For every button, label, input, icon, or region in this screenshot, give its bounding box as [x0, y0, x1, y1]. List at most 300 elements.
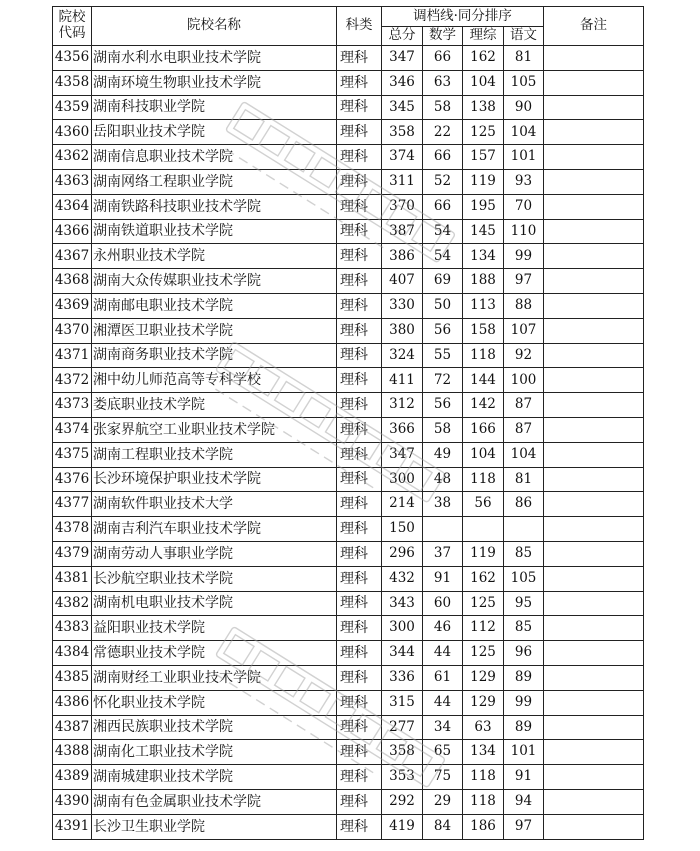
table-row: [53, 269, 644, 294]
cell-math-score: 58: [423, 95, 463, 120]
cell-total-score: 345: [382, 95, 423, 120]
cell-school-code: 4381: [53, 566, 92, 591]
cell-school-name: 长沙环境保护职业技术学院: [92, 467, 337, 492]
cell-chinese-score: 90: [504, 95, 544, 120]
cell-chinese-score: 87: [504, 417, 544, 442]
cell-subject-type: 理科: [337, 169, 382, 194]
cell-chinese-score: 70: [504, 194, 544, 219]
cell-science-score: 129: [463, 665, 504, 690]
cell-science-score: 118: [463, 765, 504, 790]
cell-school-name: 益阳职业技术学院: [92, 616, 337, 641]
cell-math-score: 34: [423, 715, 463, 740]
cell-math-score: [423, 517, 463, 542]
cell-total-score: 386: [382, 244, 423, 269]
cell-chinese-score: 99: [504, 244, 544, 269]
cell-subject-type: 理科: [337, 616, 382, 641]
cell-chinese-score: 86: [504, 492, 544, 517]
cell-science-score: 144: [463, 368, 504, 393]
cell-school-code: 4384: [53, 641, 92, 666]
table-row: [53, 616, 644, 641]
cell-school-name: 湘潭医卫职业技术学院: [92, 318, 337, 343]
cell-chinese-score: 105: [504, 70, 544, 95]
cell-school-code: 4386: [53, 690, 92, 715]
cell-total-score: 300: [382, 467, 423, 492]
cell-total-score: 312: [382, 393, 423, 418]
cell-math-score: 37: [423, 541, 463, 566]
cell-total-score: 347: [382, 442, 423, 467]
cell-school-name: 湖南有色金属职业技术学院: [92, 789, 337, 814]
cell-remarks: [544, 814, 644, 839]
cell-total-score: 336: [382, 665, 423, 690]
cell-total-score: 370: [382, 194, 423, 219]
header-science-score: 理综: [463, 26, 504, 46]
cell-subject-type: 理科: [337, 194, 382, 219]
cell-school-name: 长沙卫生职业学院: [92, 814, 337, 839]
cell-math-score: 54: [423, 219, 463, 244]
table-row: [53, 120, 644, 145]
cell-chinese-score: 89: [504, 715, 544, 740]
cell-remarks: [544, 765, 644, 790]
cell-chinese-score: 110: [504, 219, 544, 244]
table-row: [53, 665, 644, 690]
cell-math-score: 66: [423, 46, 463, 71]
cell-remarks: [544, 417, 644, 442]
cell-school-name: 永州职业技术学院: [92, 244, 337, 269]
cell-subject-type: 理科: [337, 417, 382, 442]
cell-school-name: 湖南铁路科技职业技术学院: [92, 194, 337, 219]
cell-remarks: [544, 715, 644, 740]
cell-remarks: [544, 343, 644, 368]
cell-science-score: 104: [463, 70, 504, 95]
cell-math-score: 50: [423, 293, 463, 318]
cell-science-score: 162: [463, 566, 504, 591]
cell-math-score: 65: [423, 740, 463, 765]
cell-subject-type: 理科: [337, 442, 382, 467]
cell-school-code: 4374: [53, 417, 92, 442]
header-total-score: 总分: [382, 26, 423, 46]
cell-total-score: 347: [382, 46, 423, 71]
cell-math-score: 66: [423, 145, 463, 170]
cell-school-code: 4356: [53, 46, 92, 71]
cell-math-score: 22: [423, 120, 463, 145]
cell-science-score: 104: [463, 442, 504, 467]
cell-total-score: 346: [382, 70, 423, 95]
table-row: [53, 566, 644, 591]
cell-math-score: 91: [423, 566, 463, 591]
cell-school-code: 4391: [53, 814, 92, 839]
cell-remarks: [544, 318, 644, 343]
table-body: [53, 46, 644, 840]
header-remarks: 备注: [544, 7, 644, 46]
table-row: [53, 70, 644, 95]
cell-science-score: 118: [463, 343, 504, 368]
cell-math-score: 46: [423, 616, 463, 641]
cell-subject-type: 理科: [337, 393, 382, 418]
cell-school-name: 湖南商务职业技术学院: [92, 343, 337, 368]
cell-math-score: 48: [423, 467, 463, 492]
cell-school-code: 4383: [53, 616, 92, 641]
cell-math-score: 58: [423, 417, 463, 442]
cell-math-score: 72: [423, 368, 463, 393]
cell-math-score: 75: [423, 765, 463, 790]
cell-total-score: 374: [382, 145, 423, 170]
cell-total-score: 292: [382, 789, 423, 814]
cell-total-score: 419: [382, 814, 423, 839]
cell-subject-type: 理科: [337, 641, 382, 666]
cell-math-score: 56: [423, 393, 463, 418]
cell-subject-type: 理科: [337, 46, 382, 71]
cell-school-code: 4360: [53, 120, 92, 145]
cell-science-score: 113: [463, 293, 504, 318]
cell-subject-type: 理科: [337, 814, 382, 839]
cell-school-code: 4388: [53, 740, 92, 765]
table-row: [53, 95, 644, 120]
cell-chinese-score: 91: [504, 765, 544, 790]
cell-total-score: 411: [382, 368, 423, 393]
cell-school-code: 4375: [53, 442, 92, 467]
cell-science-score: 112: [463, 616, 504, 641]
admission-table-sheet: [52, 6, 644, 840]
cell-subject-type: 理科: [337, 517, 382, 542]
cell-total-score: 277: [382, 715, 423, 740]
cell-total-score: 358: [382, 740, 423, 765]
table-row: [53, 740, 644, 765]
cell-math-score: 56: [423, 318, 463, 343]
cell-science-score: 142: [463, 393, 504, 418]
cell-chinese-score: 101: [504, 740, 544, 765]
cell-school-code: 4390: [53, 789, 92, 814]
cell-school-name: 娄底职业技术学院: [92, 393, 337, 418]
table-row: [53, 318, 644, 343]
cell-school-name: 湘中幼儿师范高等专科学校: [92, 368, 337, 393]
cell-remarks: [544, 541, 644, 566]
cell-remarks: [544, 616, 644, 641]
cell-math-score: 66: [423, 194, 463, 219]
cell-chinese-score: 85: [504, 616, 544, 641]
cell-math-score: 55: [423, 343, 463, 368]
table-row: [53, 343, 644, 368]
cell-total-score: 380: [382, 318, 423, 343]
header-math-score: 数学: [423, 26, 463, 46]
cell-school-code: 4362: [53, 145, 92, 170]
table-row: [53, 690, 644, 715]
cell-remarks: [544, 789, 644, 814]
cell-total-score: 432: [382, 566, 423, 591]
table-row: [53, 145, 644, 170]
cell-total-score: 296: [382, 541, 423, 566]
cell-math-score: 44: [423, 641, 463, 666]
cell-subject-type: 理科: [337, 467, 382, 492]
cell-school-name: 湖南吉利汽车职业技术学院: [92, 517, 337, 542]
cell-remarks: [544, 145, 644, 170]
cell-chinese-score: [504, 517, 544, 542]
cell-school-name: 湖南网络工程职业学院: [92, 169, 337, 194]
table-row: [53, 293, 644, 318]
table-row: [53, 591, 644, 616]
cell-subject-type: 理科: [337, 591, 382, 616]
cell-remarks: [544, 368, 644, 393]
cell-school-code: 4359: [53, 95, 92, 120]
cell-remarks: [544, 169, 644, 194]
cell-chinese-score: 81: [504, 467, 544, 492]
cell-remarks: [544, 467, 644, 492]
table-row: [53, 814, 644, 839]
cell-science-score: 166: [463, 417, 504, 442]
table-row: [53, 368, 644, 393]
cell-school-code: 4377: [53, 492, 92, 517]
cell-school-name: 湖南财经工业职业技术学院: [92, 665, 337, 690]
cell-remarks: [544, 293, 644, 318]
cell-school-code: 4367: [53, 244, 92, 269]
cell-subject-type: 理科: [337, 665, 382, 690]
cell-science-score: 138: [463, 95, 504, 120]
cell-science-score: 125: [463, 120, 504, 145]
cell-chinese-score: 100: [504, 368, 544, 393]
table-row: [53, 467, 644, 492]
cell-school-name: 湖南机电职业技术学院: [92, 591, 337, 616]
table-row: [53, 641, 644, 666]
cell-school-code: 4382: [53, 591, 92, 616]
cell-school-code: 4370: [53, 318, 92, 343]
cell-science-score: [463, 517, 504, 542]
cell-science-score: 119: [463, 169, 504, 194]
cell-science-score: 119: [463, 541, 504, 566]
cell-chinese-score: 87: [504, 393, 544, 418]
cell-school-name: 湖南劳动人事职业学院: [92, 541, 337, 566]
cell-remarks: [544, 665, 644, 690]
table-row: [53, 169, 644, 194]
cell-school-name: 长沙航空职业技术学院: [92, 566, 337, 591]
cell-remarks: [544, 269, 644, 294]
cell-science-score: 145: [463, 219, 504, 244]
cell-total-score: 366: [382, 417, 423, 442]
cell-remarks: [544, 591, 644, 616]
cell-science-score: 195: [463, 194, 504, 219]
cell-science-score: 118: [463, 789, 504, 814]
cell-subject-type: 理科: [337, 715, 382, 740]
cell-remarks: [544, 740, 644, 765]
cell-remarks: [544, 46, 644, 71]
cell-total-score: 387: [382, 219, 423, 244]
table-row: [53, 46, 644, 71]
cell-school-name: 湖南大众传媒职业技术学院: [92, 269, 337, 294]
table-row: [53, 417, 644, 442]
cell-remarks: [544, 690, 644, 715]
cell-subject-type: 理科: [337, 219, 382, 244]
table-row: [53, 194, 644, 219]
cell-science-score: 125: [463, 591, 504, 616]
cell-math-score: 63: [423, 70, 463, 95]
cell-science-score: 118: [463, 467, 504, 492]
cell-remarks: [544, 120, 644, 145]
cell-remarks: [544, 517, 644, 542]
cell-chinese-score: 81: [504, 46, 544, 71]
cell-math-score: 61: [423, 665, 463, 690]
cell-total-score: 353: [382, 765, 423, 790]
cell-total-score: 344: [382, 641, 423, 666]
cell-science-score: 186: [463, 814, 504, 839]
cell-science-score: 134: [463, 740, 504, 765]
cell-subject-type: 理科: [337, 690, 382, 715]
cell-chinese-score: 93: [504, 169, 544, 194]
cell-school-name: 湖南铁道职业技术学院: [92, 219, 337, 244]
cell-school-code: 4376: [53, 467, 92, 492]
cell-chinese-score: 97: [504, 269, 544, 294]
cell-subject-type: 理科: [337, 368, 382, 393]
cell-school-name: 怀化职业技术学院: [92, 690, 337, 715]
cell-math-score: 84: [423, 814, 463, 839]
cell-remarks: [544, 442, 644, 467]
cell-school-code: 4369: [53, 293, 92, 318]
table-row: [53, 517, 644, 542]
cell-chinese-score: 95: [504, 591, 544, 616]
cell-chinese-score: 96: [504, 641, 544, 666]
cell-chinese-score: 88: [504, 293, 544, 318]
cell-total-score: 315: [382, 690, 423, 715]
cell-school-code: 4378: [53, 517, 92, 542]
cell-school-code: 4372: [53, 368, 92, 393]
cell-subject-type: 理科: [337, 145, 382, 170]
cell-school-name: 湘西民族职业技术学院: [92, 715, 337, 740]
cell-total-score: 358: [382, 120, 423, 145]
cell-subject-type: 理科: [337, 293, 382, 318]
cell-math-score: 44: [423, 690, 463, 715]
header-score-group: 调档线·同分排序: [382, 7, 544, 27]
cell-chinese-score: 104: [504, 442, 544, 467]
cell-school-name: 湖南环境生物职业技术学院: [92, 70, 337, 95]
table-row: [53, 765, 644, 790]
cell-remarks: [544, 95, 644, 120]
cell-subject-type: 理科: [337, 789, 382, 814]
cell-science-score: 125: [463, 641, 504, 666]
cell-science-score: 56: [463, 492, 504, 517]
cell-school-code: 4358: [53, 70, 92, 95]
cell-subject-type: 理科: [337, 343, 382, 368]
cell-school-code: 4387: [53, 715, 92, 740]
cell-total-score: 343: [382, 591, 423, 616]
cell-subject-type: 理科: [337, 95, 382, 120]
cell-chinese-score: 104: [504, 120, 544, 145]
cell-science-score: 157: [463, 145, 504, 170]
cell-total-score: 300: [382, 616, 423, 641]
table-row: [53, 541, 644, 566]
cell-total-score: 214: [382, 492, 423, 517]
cell-school-name: 湖南城建职业技术学院: [92, 765, 337, 790]
cell-school-name: 湖南信息职业技术学院: [92, 145, 337, 170]
cell-science-score: 63: [463, 715, 504, 740]
cell-math-score: 60: [423, 591, 463, 616]
table-row: [53, 715, 644, 740]
cell-chinese-score: 107: [504, 318, 544, 343]
cell-chinese-score: 99: [504, 690, 544, 715]
cell-school-code: 4366: [53, 219, 92, 244]
cell-school-name: 常德职业技术学院: [92, 641, 337, 666]
cell-school-name: 张家界航空工业职业技术学院: [92, 417, 337, 442]
cell-total-score: 311: [382, 169, 423, 194]
cell-school-name: 湖南化工职业技术学院: [92, 740, 337, 765]
cell-remarks: [544, 194, 644, 219]
cell-school-name: 湖南水利水电职业技术学院: [92, 46, 337, 71]
cell-remarks: [544, 566, 644, 591]
cell-science-score: 188: [463, 269, 504, 294]
cell-chinese-score: 97: [504, 814, 544, 839]
header-chinese-score: 语文: [504, 26, 544, 46]
header-subject-type: 科类: [337, 7, 382, 46]
header-school-name: 院校名称: [92, 7, 337, 46]
cell-chinese-score: 92: [504, 343, 544, 368]
admission-table: [52, 6, 644, 840]
cell-total-score: 330: [382, 293, 423, 318]
cell-subject-type: 理科: [337, 566, 382, 591]
cell-remarks: [544, 244, 644, 269]
table-row: [53, 789, 644, 814]
cell-science-score: 158: [463, 318, 504, 343]
table-row: [53, 219, 644, 244]
cell-subject-type: 理科: [337, 244, 382, 269]
cell-chinese-score: 105: [504, 566, 544, 591]
cell-school-name: 湖南科技职业学院: [92, 95, 337, 120]
table-row: [53, 244, 644, 269]
cell-science-score: 134: [463, 244, 504, 269]
cell-math-score: 38: [423, 492, 463, 517]
header-school-code: 院校 代码: [53, 7, 92, 46]
cell-total-score: 150: [382, 517, 423, 542]
cell-science-score: 129: [463, 690, 504, 715]
cell-school-code: 4389: [53, 765, 92, 790]
cell-school-name: 湖南软件职业技术大学: [92, 492, 337, 517]
cell-science-score: 162: [463, 46, 504, 71]
cell-subject-type: 理科: [337, 318, 382, 343]
cell-school-name: 湖南邮电职业技术学院: [92, 293, 337, 318]
cell-school-code: 4363: [53, 169, 92, 194]
cell-school-code: 4368: [53, 269, 92, 294]
cell-remarks: [544, 70, 644, 95]
cell-math-score: 54: [423, 244, 463, 269]
cell-school-name: 湖南工程职业技术学院: [92, 442, 337, 467]
cell-remarks: [544, 393, 644, 418]
cell-subject-type: 理科: [337, 740, 382, 765]
cell-school-name: 岳阳职业技术学院: [92, 120, 337, 145]
cell-school-code: 4379: [53, 541, 92, 566]
cell-remarks: [544, 219, 644, 244]
cell-school-code: 4373: [53, 393, 92, 418]
cell-chinese-score: 89: [504, 665, 544, 690]
cell-school-code: 4385: [53, 665, 92, 690]
cell-chinese-score: 94: [504, 789, 544, 814]
cell-remarks: [544, 641, 644, 666]
cell-remarks: [544, 492, 644, 517]
cell-total-score: 324: [382, 343, 423, 368]
cell-subject-type: 理科: [337, 70, 382, 95]
cell-subject-type: 理科: [337, 492, 382, 517]
cell-chinese-score: 101: [504, 145, 544, 170]
cell-subject-type: 理科: [337, 541, 382, 566]
cell-subject-type: 理科: [337, 120, 382, 145]
cell-math-score: 69: [423, 269, 463, 294]
cell-subject-type: 理科: [337, 765, 382, 790]
cell-math-score: 29: [423, 789, 463, 814]
table-row: [53, 393, 644, 418]
table-row: [53, 492, 644, 517]
cell-school-code: 4371: [53, 343, 92, 368]
cell-math-score: 49: [423, 442, 463, 467]
cell-subject-type: 理科: [337, 269, 382, 294]
table-row: [53, 442, 644, 467]
cell-math-score: 52: [423, 169, 463, 194]
cell-school-code: 4364: [53, 194, 92, 219]
cell-total-score: 407: [382, 269, 423, 294]
cell-chinese-score: 85: [504, 541, 544, 566]
